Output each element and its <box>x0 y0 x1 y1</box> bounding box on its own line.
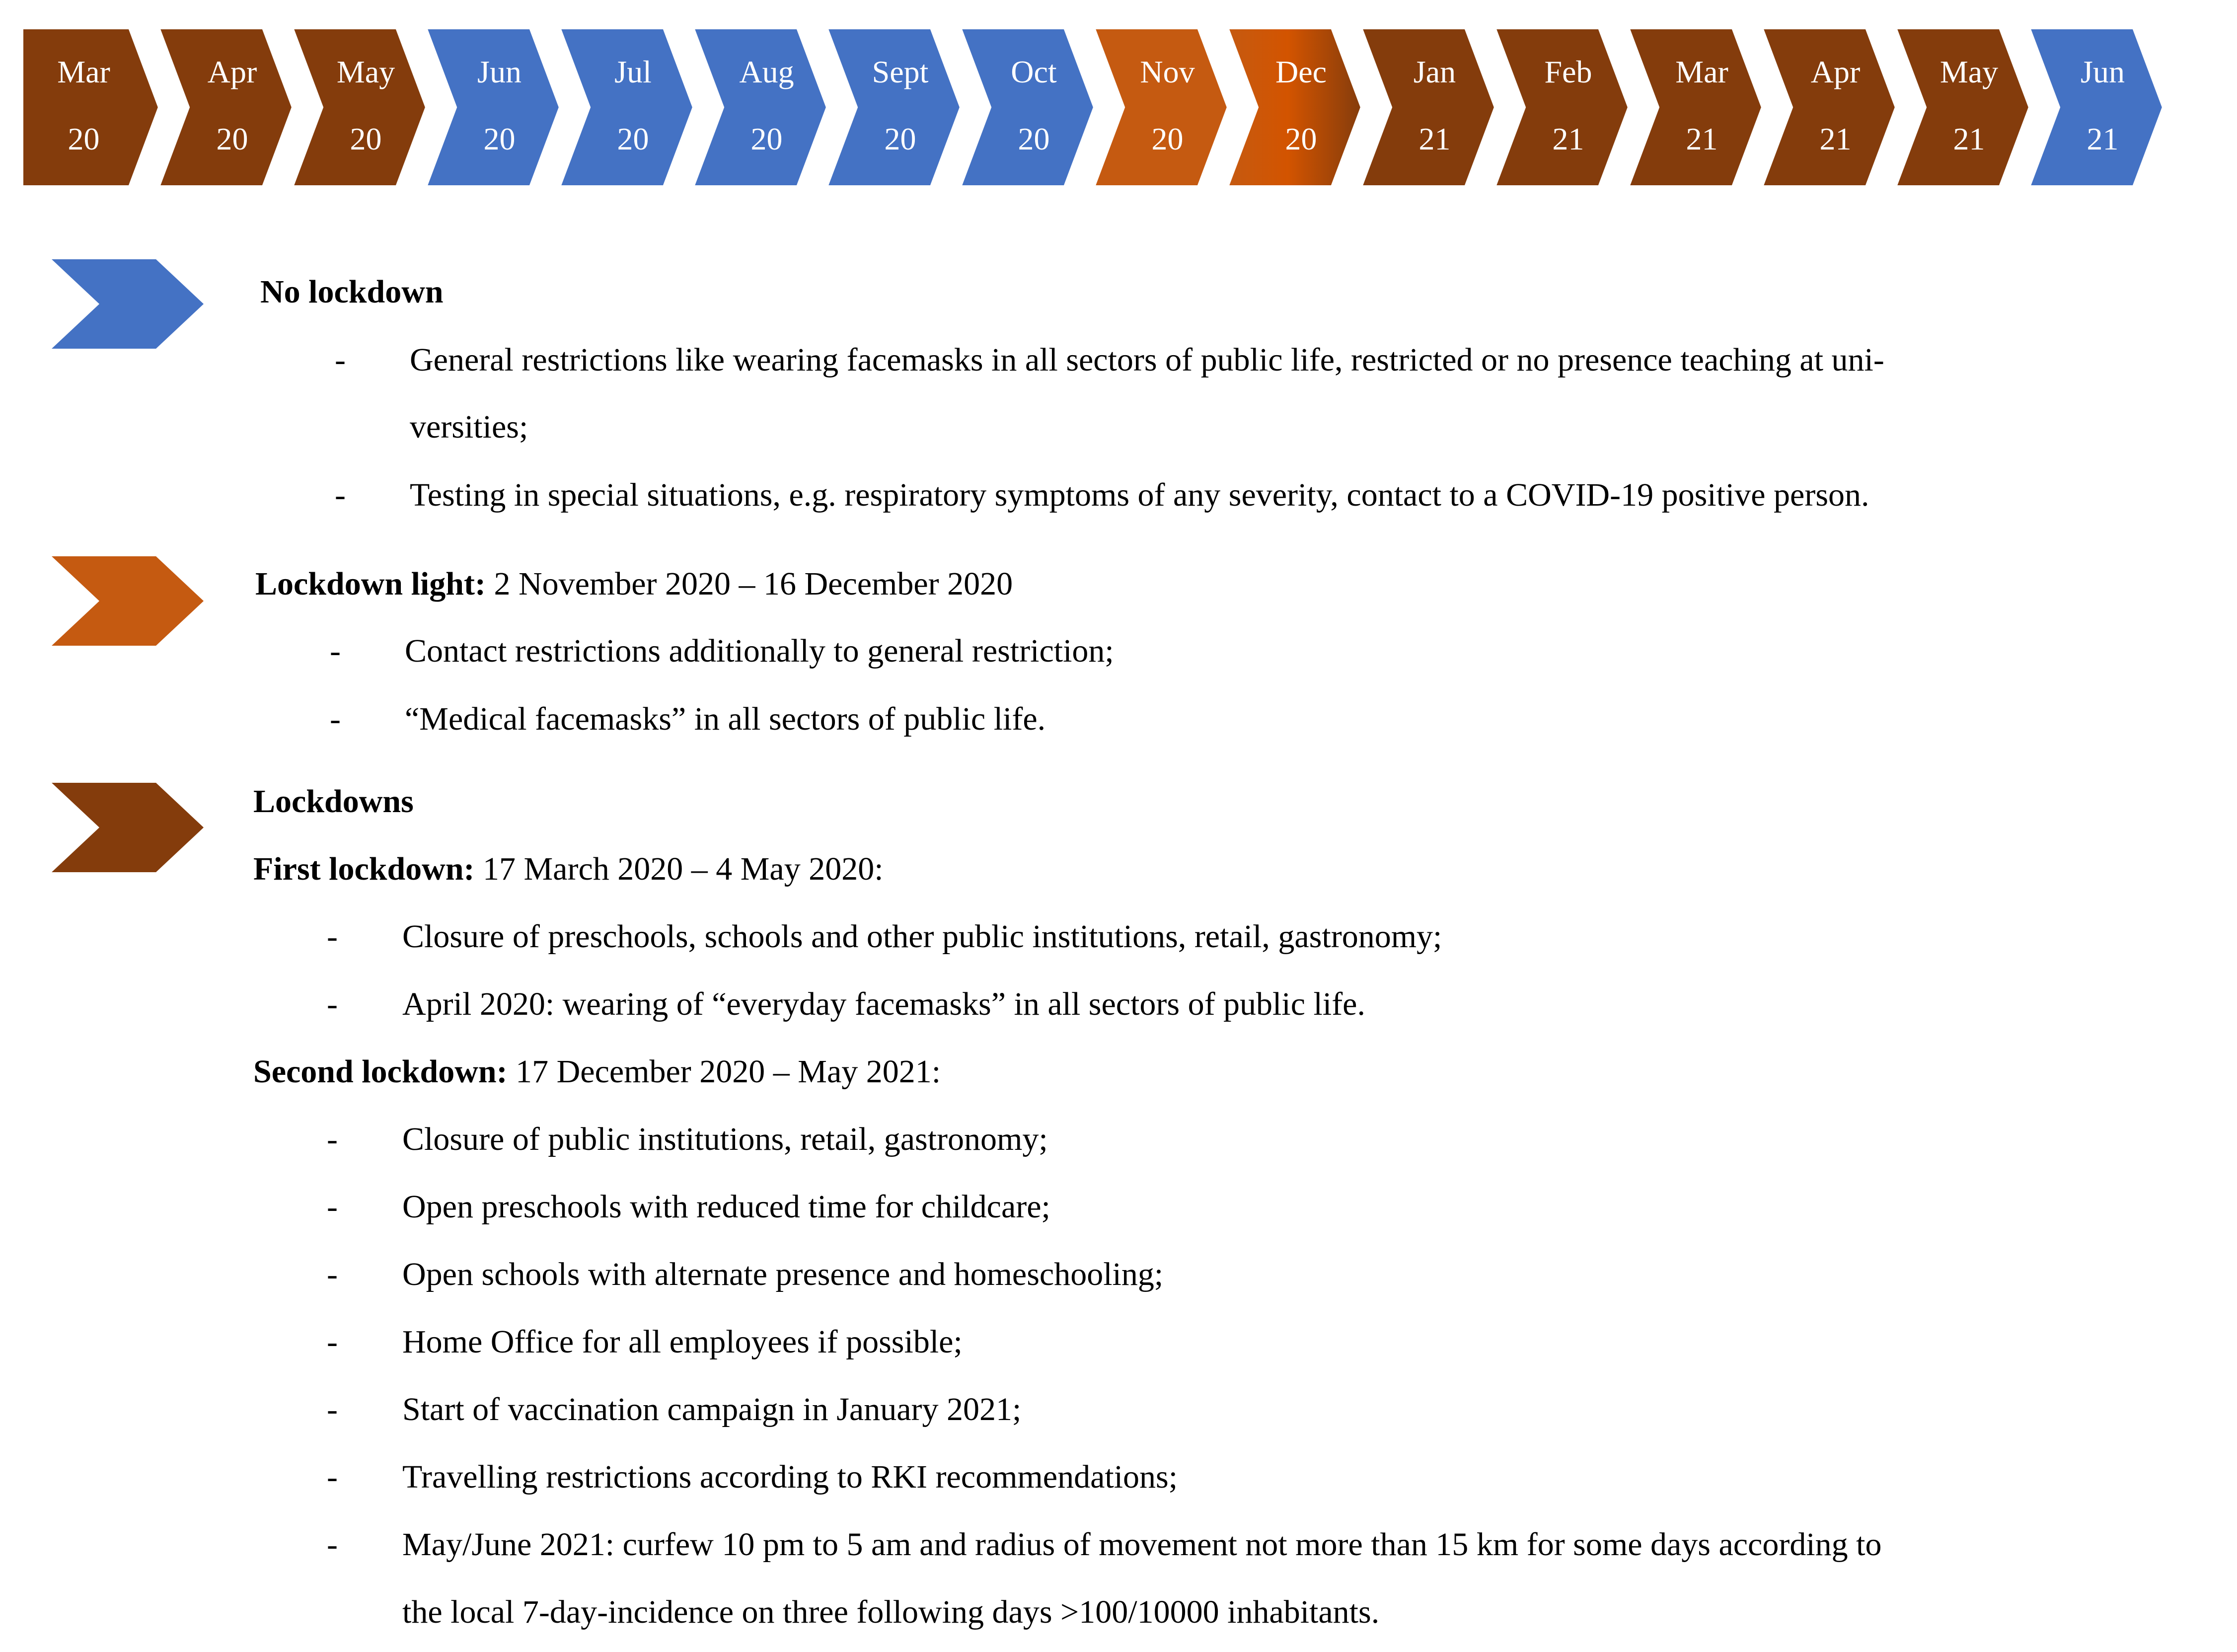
legend-lockdown-light-chevron <box>52 556 204 646</box>
timeline-month-label: May <box>336 54 395 89</box>
timeline-chevron-shape <box>1227 28 1362 187</box>
timeline-chevron-shape <box>1762 28 1896 187</box>
timeline-year-label: 21 <box>2087 121 2119 156</box>
second-lockdown-bullet-4: Home Office for all employees if possible; <box>402 1324 963 1360</box>
bullet-dash: - <box>327 1256 338 1292</box>
lockdown-light-heading: Lockdown light: <box>255 566 486 602</box>
second-lockdown-bullet-7: May/June 2021: curfew 10 pm to 5 am and radius of movement not more than 15 km for some days according to <box>402 1526 1882 1563</box>
bullet-dash: - <box>327 1526 338 1563</box>
timeline-chevron-jan-21 <box>1361 28 1495 187</box>
timeline-month-label: Nov <box>1140 54 1195 89</box>
lockdowns-heading: Lockdowns <box>253 783 414 820</box>
bullet-dash: - <box>327 1121 338 1157</box>
timeline-chevrons <box>0 0 2237 199</box>
timeline-chevron-may-20 <box>292 28 427 187</box>
bullet-dash: - <box>327 918 338 955</box>
timeline-month-label: Jan <box>1413 54 1456 89</box>
no-lockdown-bullet-1: General restrictions like wearing facemasks in all sectors of public life, restricted or no presence teaching at uni- <box>410 342 1884 378</box>
timeline-chevron-dec-20 <box>1227 28 1362 187</box>
timeline-year-label: 21 <box>1418 121 1451 156</box>
bullet-dash: - <box>327 1324 338 1360</box>
bullet-dash: - <box>335 342 346 378</box>
legend-lockdown-chevron <box>52 783 204 872</box>
timeline-chevron-mar-21 <box>1628 28 1763 187</box>
timeline-chevron-apr-21 <box>1762 28 1896 187</box>
timeline-chevron-shape <box>693 28 827 187</box>
timeline-chevron-shape <box>292 28 427 187</box>
timeline-chevron-shape <box>426 28 560 187</box>
timeline-year-label: 20 <box>483 121 516 156</box>
bullet-dash: - <box>330 633 341 669</box>
second-lockdown-bullet-6: Travelling restrictions according to RKI recommendations; <box>402 1459 1178 1495</box>
timeline-year-label: 20 <box>617 121 649 156</box>
timeline-chevron-sept-20 <box>826 28 961 187</box>
timeline-year-label: 20 <box>350 121 382 156</box>
timeline-month-label: Mar <box>57 54 110 89</box>
timeline-year-label: 20 <box>216 121 248 156</box>
timeline-chevron-shape <box>1494 28 1629 187</box>
timeline-year-label: 21 <box>1686 121 1718 156</box>
timeline-chevron-apr-20 <box>158 28 293 187</box>
timeline-chevron-shape <box>559 28 694 187</box>
timeline-year-label: 20 <box>750 121 783 156</box>
timeline-chevron-mar-20 <box>22 28 159 187</box>
bullet-dash: - <box>327 986 338 1022</box>
timeline-month-label: Apr <box>1810 54 1861 89</box>
timeline-year-label: 21 <box>1819 121 1852 156</box>
second-lockdown-bullet-3: Open schools with alternate presence and homeschooling; <box>402 1256 1164 1292</box>
first-lockdown-dates: 17 March 2020 – 4 May 2020: <box>474 851 884 887</box>
second-lockdown-bullet-7-cont: the local 7-day-incidence on three following days >100/10000 inhabitants. <box>402 1594 1380 1630</box>
timeline-month-label: Sept <box>872 54 929 89</box>
second-lockdown-bullet-5: Start of vaccination campaign in January 2021; <box>402 1391 1022 1427</box>
legend-no-lockdown-chevron <box>52 259 204 349</box>
timeline-year-label: 20 <box>1285 121 1317 156</box>
bullet-dash: - <box>335 477 346 513</box>
timeline-month-label: May <box>1939 54 1999 89</box>
timeline-month-label: Dec <box>1275 54 1327 89</box>
second-lockdown-heading: Second lockdown: <box>253 1053 508 1090</box>
bullet-dash: - <box>327 1459 338 1495</box>
timeline-chevron-oct-20 <box>960 28 1095 187</box>
timeline-year-label: 20 <box>1018 121 1050 156</box>
timeline-chevron-jun-21 <box>2029 28 2163 187</box>
timeline-chevron-shape <box>1361 28 1495 187</box>
timeline-month-label: Mar <box>1675 54 1728 89</box>
second-lockdown-dates: 17 December 2020 – May 2021: <box>507 1053 941 1090</box>
timeline-month-label: Apr <box>207 54 257 89</box>
timeline-chevron-jun-20 <box>426 28 560 187</box>
timeline-chevron-shape <box>1094 28 1228 187</box>
timeline-chevron-may-21 <box>1895 28 2030 187</box>
timeline-year-label: 20 <box>68 121 100 156</box>
timeline-month-label: Oct <box>1011 54 1057 89</box>
timeline-month-label: Jun <box>477 54 522 89</box>
no-lockdown-bullet-2: Testing in special situations, e.g. respiratory symptoms of any severity, contact to a COVID-19 positive person. <box>410 477 1869 513</box>
bullet-dash: - <box>327 1391 338 1427</box>
first-lockdown-heading: First lockdown: <box>253 851 475 887</box>
bullet-dash: - <box>330 701 341 737</box>
second-lockdown-heading-line <box>253 1052 941 1092</box>
lockdown-light-dates: 2 November 2020 – 16 December 2020 <box>485 566 1013 602</box>
timeline-year-label: 21 <box>1552 121 1584 156</box>
timeline-chevron-jul-20 <box>559 28 694 187</box>
timeline-chevron-shape <box>1628 28 1763 187</box>
timeline-year-label: 20 <box>884 121 916 156</box>
no-lockdown-bullet-1-cont: versities; <box>410 409 528 445</box>
timeline-chevron-shape <box>2029 28 2163 187</box>
second-lockdown-bullet-2: Open preschools with reduced time for childcare; <box>402 1189 1050 1225</box>
timeline-chevron-shape <box>22 28 159 187</box>
timeline-month-label: Aug <box>739 54 794 89</box>
timeline-chevron-shape <box>158 28 293 187</box>
timeline-month-label: Jun <box>2081 54 2125 89</box>
timeline-year-label: 20 <box>1151 121 1184 156</box>
first-lockdown-bullet-1: Closure of preschools, schools and other public institutions, retail, gastronomy; <box>402 918 1442 955</box>
first-lockdown-bullet-2: April 2020: wearing of “everyday facemasks” in all sectors of public life. <box>402 986 1365 1022</box>
lockdown-light-bullet-1: Contact restrictions additionally to general restriction; <box>405 633 1114 669</box>
timeline-chevron-shape <box>960 28 1095 187</box>
timeline-month-label: Feb <box>1544 54 1592 89</box>
timeline-year-label: 21 <box>1953 121 1985 156</box>
no-lockdown-heading: No lockdown <box>260 274 444 310</box>
timeline-chevron-nov-20 <box>1094 28 1228 187</box>
lockdown-light-heading-line <box>255 564 1013 604</box>
second-lockdown-bullet-1: Closure of public institutions, retail, gastronomy; <box>402 1121 1048 1157</box>
timeline-chevron-feb-21 <box>1494 28 1629 187</box>
bullet-dash: - <box>327 1189 338 1225</box>
timeline-chevron-shape <box>1895 28 2030 187</box>
timeline-month-label: Jul <box>614 54 652 89</box>
timeline-chevron-shape <box>826 28 961 187</box>
lockdown-light-bullet-2: “Medical facemasks” in all sectors of public life. <box>405 701 1046 737</box>
timeline-chevron-aug-20 <box>693 28 827 187</box>
first-lockdown-heading-line <box>253 849 884 889</box>
